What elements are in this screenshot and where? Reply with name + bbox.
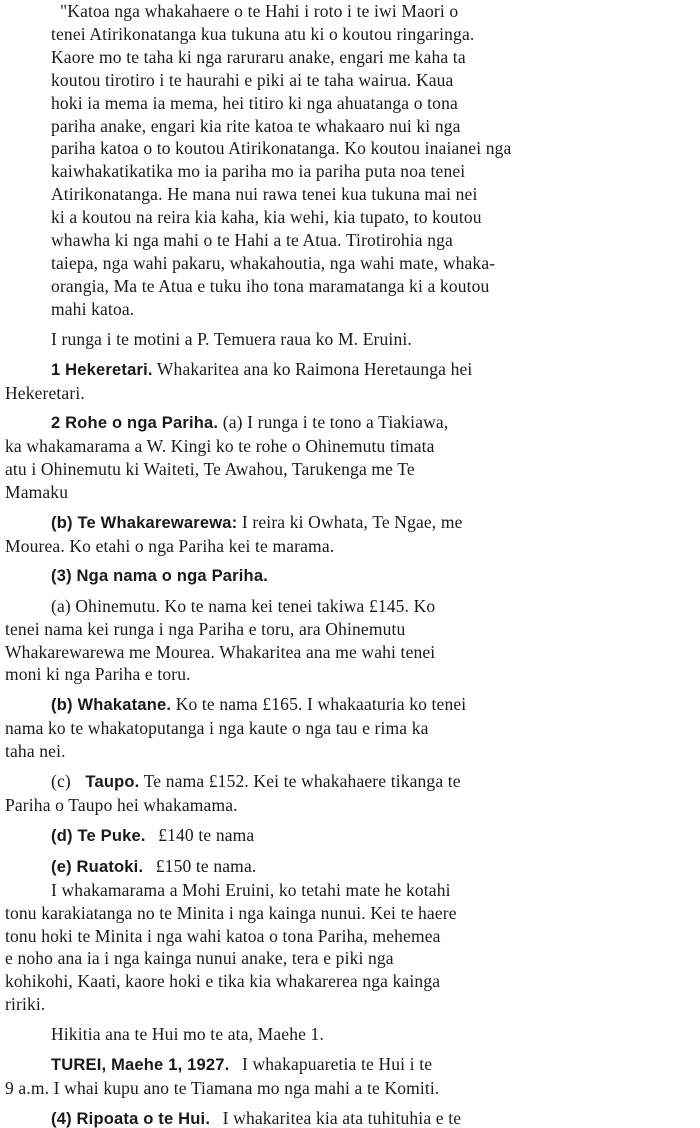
section-heading: (b) Whakatane. — [51, 696, 172, 715]
adjourn-line: Hikitia ana te Hui mo te ata, Maehe 1. — [51, 1024, 324, 1045]
body-paragraph: "Katoa nga whakahaere o te Hahi i roto i te iwi Maori o tenei Atirikonatanga kua tukuna atu ki o koutou ringaringa. Kaore mo te taha ki nga raruraru anake, engari me kaha ta koutou tirotiro i te haurahi e piki ai te taha wairua. Kaua hoki ia mema ia mema, hei titiro ki nga ahuatanga o tona pariha anake, engari kia rite katoa te whakaaro nui ki nga pariha katoa o to koutou Atirikonatanga. Ko koutou inaianei nga kaiwhakatikatika mo ia pariha mo ia pariha puta noa tenei Atirikonatanga. He mana nui rawa tenei kua tukuna mai nei ki a koutou na reira kia kaha, kia wehi, kia tupato, to koutou whawha ki nga mahi o te Hahi a te Atua. Tirotirohia nga taiepa, nga wahi pakaru, whakahoutia, nga wahi mate, whaka- orangia, Ma te Atua e tuku iho tona maramatanga ki a koutou mahi katoa. — [51, 1, 512, 319]
section-heading: (d) Te Puke. — [51, 826, 146, 845]
section-whakarewarewa: (b) Te Whakarewarewa: I reira ki Owhata, Te Ngae, me Mourea. Ko etahi o nga Pariha kei te marama. — [5, 512, 463, 556]
section-heading: (e) Ruatoki. — [51, 857, 144, 876]
section-hekeretari: 1 Hekeretari. Whakaritea ana ko Raimona Heretaunga hei Hekeretari. — [5, 358, 473, 403]
ruatoki-body: I whakamarama a Mohi Eruini, ko tetahi mate he kotahi tonu karakiatanga no te Minita i nga kainga nunui. Kei te haere tonu hoki te Minita i nga wahi katoa o tona Pariha, mehemea e noho ana ia i nga kainga nunui anake, tera e piki nga kohikohi, Kaati, kaore hoki e tika kia whakarerea nga kainga ririki. — [5, 879, 457, 1015]
section-heading: Taupo. — [85, 773, 140, 792]
section-ripoata: (4) Ripoata o te Hui. I whakaritea kia ata tuhituhia e te — [51, 1107, 462, 1128]
section-rohe: 2 Rohe o nga Pariha. (a) I runga i te tono a Tiakiawa, ka whakamarama a W. Kingi ko te rohe o Ohinemutu timata atu i Ohinemutu ki Waiteti, Te Awahou, Tarukenga me Te Mamaku — [5, 412, 449, 503]
section-nama — [5, 565, 695, 588]
section-turei: TUREI, Maehe 1, 1927. I whakapuaretia te Hui i te 9 a.m. I whai kupu ano te Tiamana mo nga mahi a te Komiti. — [5, 1054, 440, 1098]
section-taupo: (c) Taupo. Te nama £152. Kei te whakahaere tikanga te Pariha o Taupo hei whakamama. — [5, 771, 461, 815]
section-heading: (4) Ripoata o te Hui. — [51, 1109, 211, 1128]
section-heading: (b) Te Whakarewarewa: — [51, 514, 238, 533]
section-heading: 1 Hekeretari. — [51, 360, 153, 379]
section-whakatane: (b) Whakatane. Ko te nama £165. I whakaaturia ko tenei nama ko te whakatoputanga i nga kaute o nga tau e rima ka taha nei. — [5, 694, 467, 762]
section-heading: TUREI, Maehe 1, 1927. — [51, 1056, 230, 1075]
section-heading: 2 Rohe o nga Pariha. — [51, 414, 219, 433]
section-heading: (3) Nga nama o nga Pariha. — [51, 566, 269, 585]
section-ohinemutu: (a) Ohinemutu. Ko te nama kei tenei takiwa £145. Ko tenei nama kei runga i nga Pariha e toru, ara Ohinemutu Whakarewarewa me Mourea. Whakaritea ana me wahi tenei moni ki nga Pariha e toru. — [5, 595, 436, 685]
section-tepuke: (d) Te Puke. £140 te nama — [51, 824, 255, 845]
motion-paragraph: I runga i te motini a P. Temuera raua ko M. Eruini. — [51, 328, 412, 349]
section-ruatoki: (e) Ruatoki. £150 te nama. — [51, 855, 257, 876]
